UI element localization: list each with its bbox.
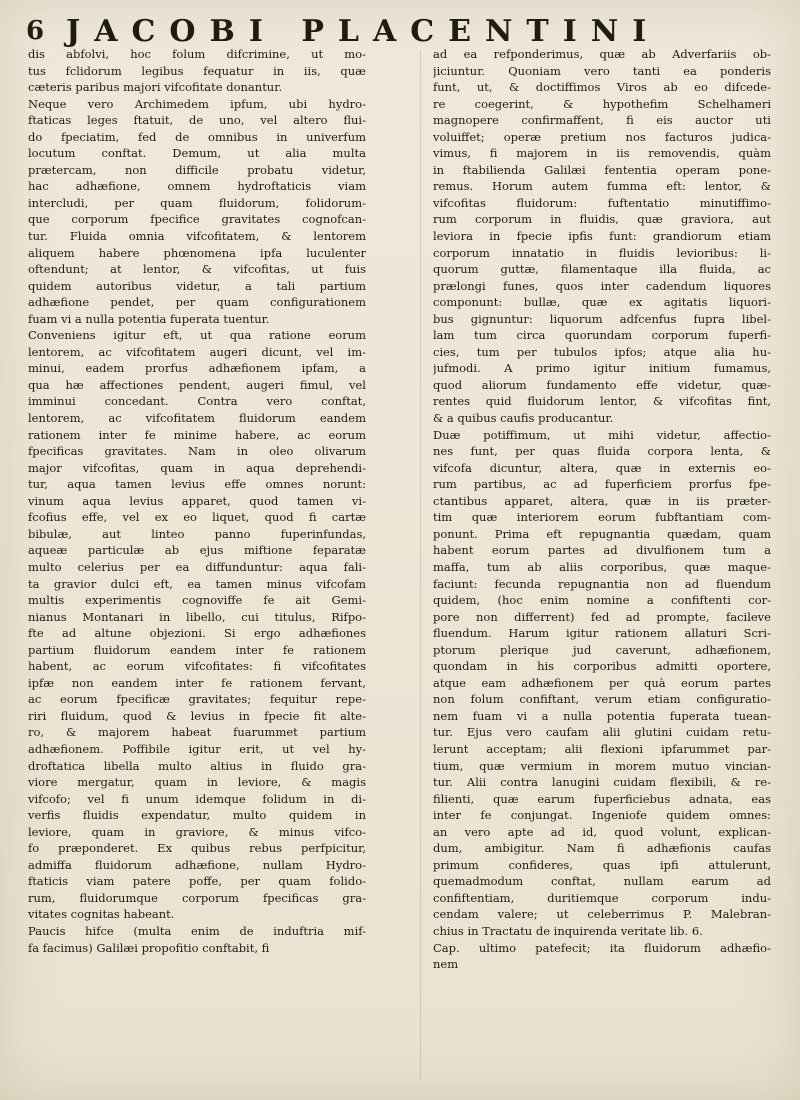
- text-line: habent, ac eorum vifcofitates: fi vifcofitates: [28, 659, 366, 674]
- text-line: jiciuntur. Quoniam vero tanti ea ponderis: [433, 63, 771, 78]
- text-line: fluendum. Harum igitur rationem allaturi Scri-: [433, 626, 771, 641]
- text-line: admiffa fluidorum adhæfione, nullam Hydro-: [28, 857, 366, 872]
- text-line: fuam vi a nulla potentia fuperata tuentur.: [28, 311, 270, 326]
- text-line: ad ea refponderimus, quæ ab Adverfariis ob-: [433, 47, 771, 61]
- text-line: cendam valere; ut celeberrimus P. Malebran-: [433, 907, 771, 922]
- text-line: cies, tum per tubulos ipfos; atque alia hu-: [433, 344, 771, 359]
- text-line: nes funt, per quas fluida corpora lenta, &: [433, 444, 771, 459]
- text-line: tur, aqua tamen levius effe omnes norunt:: [28, 477, 366, 492]
- text-line: bibulæ, aut linteo panno fuperinfundas,: [28, 526, 366, 541]
- right-text-column: [433, 46, 771, 1091]
- text-line: fo præponderet. Ex quibus rebus perfpicitur,: [28, 841, 366, 856]
- text-line: cæteris paribus majori vifcofitate donantur.: [28, 80, 283, 95]
- text-line: aliquem habere phœnomena ipfa luculenter: [28, 245, 366, 260]
- text-line: inter fe conjungat. Ingeniofe quidem omnes:: [433, 808, 771, 823]
- text-line: multo celerius per ea diffunduntur: aqua fali-: [28, 559, 366, 574]
- text-line: remus. Horum autem fumma eft: lentor, &: [433, 179, 771, 194]
- text-line: rentes quid fluidorum lentor, & vifcofitas fint,: [433, 394, 771, 409]
- text-line: fpecificas gravitates. Nam in oleo olivarum: [28, 444, 366, 459]
- text-line: lerunt acceptam; alii flexioni ipfarummet par-: [433, 741, 771, 756]
- text-line: tim quæ interiorem eorum fubftantiam com-: [433, 510, 771, 525]
- text-line: chius in Tractatu de inquirenda veritate lib. 6.: [433, 923, 703, 938]
- text-line: prælongi funes, quos inter cadendum liquores: [433, 278, 771, 293]
- text-line: viore mergatur, quam in leviore, & magis: [28, 775, 366, 790]
- text-line: jufmodi. A primo igitur initium fumamus,: [433, 361, 771, 376]
- text-line: componunt: bullæ, quæ ex agitatis liquori-: [433, 295, 771, 310]
- text-line: ipfæ non eandem inter fe rationem fervant,: [28, 675, 366, 690]
- text-line: imminui concedant. Contra vero conftat,: [28, 394, 366, 409]
- text-line: maffa, tum ab aliis corporibus, quæ maque-: [433, 559, 771, 574]
- text-line: vitates cognitas habeant.: [28, 907, 175, 922]
- text-line: fcofius effe, vel ex eo liquet, quod fi cartæ: [28, 510, 366, 525]
- text-line: ac eorum fpecificæ gravitates; fequitur repe-: [28, 692, 366, 707]
- text-line: prætercam, non difficile probatu videtur,: [28, 162, 366, 177]
- text-line: verfis fluidis expendatur, multo quidem in: [28, 808, 366, 823]
- text-line: tium, quæ vermium in morem mutuo vincian-: [433, 758, 771, 773]
- text-line: nianus Montanari in libello, cui titulus, Rifpo-: [28, 609, 366, 624]
- text-line: non folum confiftant, verum etiam configuratio-: [433, 692, 771, 707]
- text-line: ftaticas leges ftatuit, de uno, vel altero flui-: [28, 113, 366, 128]
- text-line: vifcofa dicuntur, altera, quæ in externis eo-: [433, 460, 771, 475]
- text-line: magnopere confirmaffent, fi eis auctor uti: [433, 113, 771, 128]
- text-line: partium fluidorum eandem inter fe rationem: [28, 642, 366, 657]
- text-line: lentorem, ac vifcofitatem fluidorum eandem: [28, 411, 366, 426]
- text-line: rationem inter fe minime habere, ac eorum: [28, 427, 366, 442]
- text-line: droftatica libella multo altius in fluido gra-: [28, 758, 366, 773]
- running-head: JACOBI PLACENTINI: [66, 14, 661, 49]
- text-line: intercludi, per quam fluidorum, folidorum-: [28, 195, 366, 210]
- text-line: tus fclidorum legibus fequatur in iis, quæ: [28, 63, 366, 78]
- text-line: rum, fluidorumque corporum fpecificas gra-: [28, 890, 366, 905]
- text-line: ponunt. Prima eft repugnantia quædam, quam: [433, 526, 771, 541]
- text-line: rum partibus, ac ad fuperficiem prorfus fpe-: [433, 477, 771, 492]
- page-number: 6: [26, 16, 46, 46]
- text-line: Conveniens igitur eft, ut qua ratione eorum: [28, 328, 366, 343]
- text-line: adhæfione pendet, per quam configurationem: [28, 295, 366, 310]
- text-line: ptorum plerique jud caverunt, adhæfionem,: [433, 642, 771, 657]
- text-line: oftendunt; at lentor, & vifcofitas, ut fuis: [28, 262, 366, 277]
- text-line: pore non differrent) fed ad prompte, facileve: [433, 609, 771, 624]
- text-line: vinum aqua levius apparet, quod tamen vi-: [28, 493, 366, 508]
- text-line: locutum conftat. Demum, ut alia multa: [28, 146, 366, 161]
- text-line: quorum guttæ, filamentaque illa fluida, ac: [433, 262, 771, 277]
- text-line: minui, eadem prorfus adhæfionem ipfam, a: [28, 361, 366, 376]
- page-header: [0, 14, 800, 50]
- text-line: vifcofitas fluidorum: fuftentatio minutiffimo-: [433, 195, 771, 210]
- text-line: atque eam adhæfionem per quà eorum partes: [433, 675, 771, 690]
- text-line: quondam in his corporibus admitti oportere,: [433, 659, 771, 674]
- text-line: leviore, quam in graviore, & minus vifco-: [28, 824, 366, 839]
- text-line: filienti, quæ earum fuperficiebus adnata, eas: [433, 791, 771, 806]
- text-line: do fpeciatim, fed de omnibus in univerfum: [28, 129, 366, 144]
- text-line: aqueæ particulæ ab ejus miftione feparatæ: [28, 543, 366, 558]
- text-line: major vifcofitas, quam in aqua deprehendi-: [28, 460, 366, 475]
- text-line: rum corporum in fluidis, quæ graviora, aut: [433, 212, 771, 227]
- text-line: leviora in fpecie ipfis funt: grandiorum etiam: [433, 229, 771, 244]
- text-line: dum, ambigitur. Nam fi adhæfionis caufas: [433, 841, 771, 856]
- text-line: nem fuam vi a nulla potentia fuperata tuean-: [433, 708, 771, 723]
- text-line: lentorem, ac vifcofitatem augeri dicunt, vel im-: [28, 344, 366, 359]
- text-line: bus gignuntur: liquorum adfcenfus fupra libel-: [433, 311, 771, 326]
- text-line: re coegerint, & hypothefim Schelhameri: [433, 96, 771, 111]
- text-line: faciunt: fecunda repugnantia non ad fluendum: [433, 576, 771, 591]
- text-line: ta gravior dulci eft, ea tamen minus vifcofam: [28, 576, 366, 591]
- text-line: lam tum circa quorundam corporum fuperfi-: [433, 328, 771, 343]
- text-line: tur. Ejus vero caufam alii glutini cuidam retu-: [433, 725, 771, 740]
- text-line: Duæ potiffimum, ut mihi videtur, affectio-: [433, 427, 771, 442]
- text-line: quod aliorum fundamento effe videtur, quæ-: [433, 377, 771, 392]
- text-line: dis abfolvi, hoc folum difcrimine, ut mo-: [28, 47, 366, 61]
- text-line: vifcofo; vel fi unum idemque folidum in di-: [28, 791, 366, 806]
- text-line: Cap. ultimo patefecit; ita fluidorum adhæfio-: [433, 940, 771, 955]
- text-line: adhæfionem. Poffibile igitur erit, ut vel hy-: [28, 741, 366, 756]
- text-line: quidem autoribus videtur, a tali partium: [28, 278, 366, 293]
- text-line: habent eorum partes ad divulfionem tum a: [433, 543, 771, 558]
- column-gutter: [420, 50, 421, 1080]
- text-line: vimus, fi majorem in iis removendis, quàm: [433, 146, 771, 161]
- text-line: corporum innatatio in fluidis levioribus: li-: [433, 245, 771, 260]
- text-line: ctantibus apparet, altera, quæ in iis præter-: [433, 493, 771, 508]
- text-line: primum confideres, quas ipfi attulerunt,: [433, 857, 771, 872]
- text-line: ro, & majorem habeat fuarummet partium: [28, 725, 366, 740]
- text-line: voluiffet; operæ pretium nos facturos judica-: [433, 129, 771, 144]
- left-text-column: [28, 46, 366, 1091]
- text-line: que corporum fpecifice gravitates cognofcan-: [28, 212, 366, 227]
- text-line: hac adhæfione, omnem hydroftaticis viam: [28, 179, 366, 194]
- text-line: nem: [433, 957, 459, 972]
- text-line: an vero apte ad id, quod volunt, explican-: [433, 824, 771, 839]
- text-line: fte ad altune objezioni. Si ergo adhæfiones: [28, 626, 366, 641]
- text-line: in ftabilienda Galilæi fententia operam pone-: [433, 162, 771, 177]
- text-line: qua hæ affectiones pendent, augeri fimul, vel: [28, 377, 366, 392]
- text-line: riri fluidum, quod & levius in fpecie fit alte-: [28, 708, 366, 723]
- text-line: confiftentiam, duritiemque corporum indu-: [433, 890, 771, 905]
- text-line: tur. Alii contra lanugini cuidam flexibili, & re-: [433, 775, 771, 790]
- text-line: multis experimentis cognoviffe fe ait Gemi-: [28, 593, 366, 608]
- text-line: funt, ut, & doctiffimos Viros ab eo difcede-: [433, 80, 771, 95]
- text-line: fa facimus) Galilæi propofitio conftabit, fi: [28, 940, 270, 955]
- text-line: Paucis hifce (multa enim de induftria mif-: [28, 923, 366, 938]
- text-line: ftaticis viam patere poffe, per quam folido-: [28, 874, 366, 889]
- text-line: quidem, (hoc enim nomine a confiftenti cor-: [433, 593, 771, 608]
- text-line: Neque vero Archimedem ipfum, ubi hydro-: [28, 96, 366, 111]
- text-line: & a quibus caufis producantur.: [433, 411, 614, 426]
- text-line: tur. Fluida omnia vifcofitatem, & lentorem: [28, 229, 366, 244]
- text-line: quemadmodum conftat, nullam earum ad: [433, 874, 771, 889]
